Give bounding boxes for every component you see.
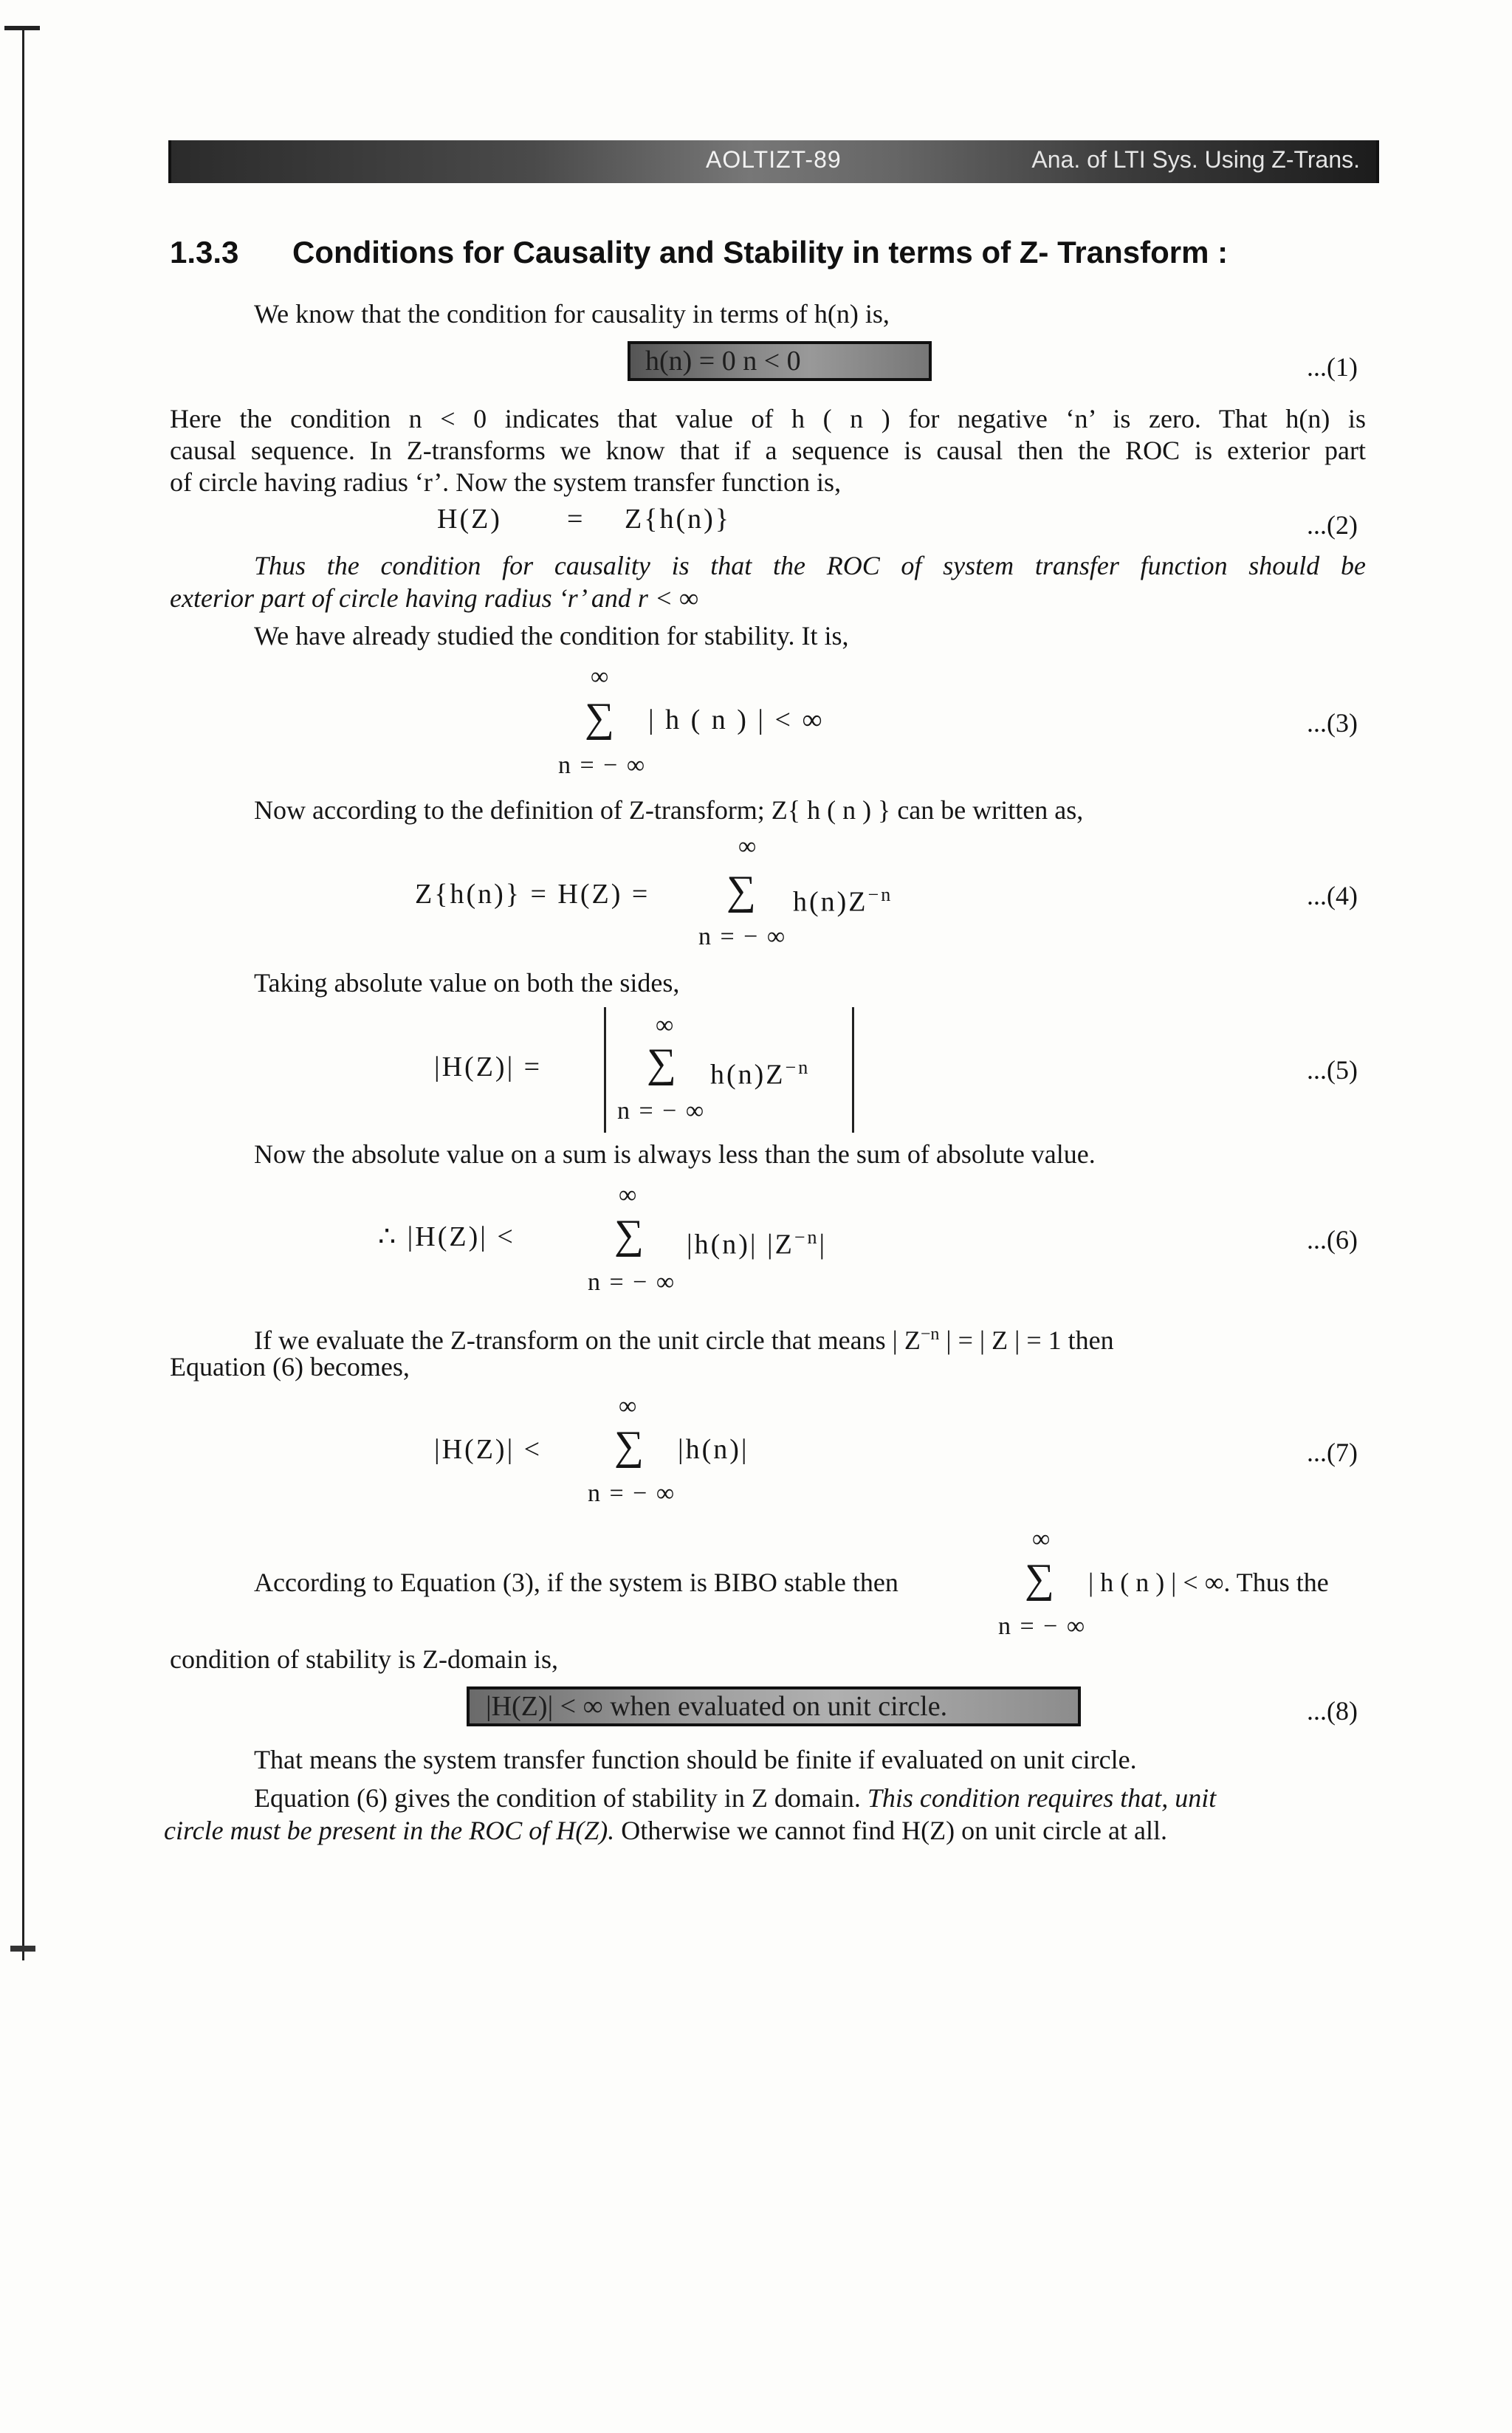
paragraph-7-exponent: −n [920,1325,940,1344]
eq4-exponent: −n [867,884,893,905]
eq4-sigma: ∑ [726,868,756,913]
paragraph-11-line-1 [254,1782,1216,1814]
paragraph-11-line-2 [164,1815,1167,1847]
paragraph-7-line-2: Equation (6) becomes, [170,1352,410,1382]
para8-upper-limit: ∞ [1032,1526,1052,1553]
eq6-lhs: ∴ |H(Z)| < [378,1221,515,1252]
italic-paragraph-line-2: exterior part of circle having radius ‘r’ and r < ∞ [170,583,698,613]
paragraph-8: According to Equation (3), if the system is BIBO stable then [254,1568,898,1597]
eq5-abs-bar-right [852,1007,854,1133]
eq4-lower-limit: n = − ∞ [698,923,787,950]
eq2-label: ...(2) [1307,510,1358,540]
eq3-lower-limit: n = − ∞ [558,752,647,779]
header-code: AOLTIZT-89 [706,146,842,173]
page-binding-edge [22,26,24,1960]
eq1-label: ...(1) [1307,352,1358,382]
paragraph-9: condition of stability is Z-domain is, [170,1644,558,1674]
eq6-term: |h(n)| |Z [687,1229,794,1260]
eq4-lhs: Z{h(n)} = H(Z) = [415,879,650,910]
paragraph-6: Now the absolute value on a sum is always less than the sum of absolute value. [254,1139,1096,1169]
paragraph-2-line-1: Here the condition n < 0 indicates that value of h ( n ) for negative ‘n’ is zero. That h(n) is [170,404,1366,433]
eq4-label: ...(4) [1307,881,1358,910]
eq8-box: |H(Z)| < ∞ when evaluated on unit circle. [467,1686,1081,1726]
paragraph-11-text-2: Otherwise we cannot find H(Z) on unit circle at all. [614,1816,1167,1845]
eq5-exponent: −n [785,1057,811,1078]
eq2-rhs: Z{h(n)} [625,504,731,535]
eq3-label: ...(3) [1307,708,1358,738]
eq5-term: h(n)Z [710,1059,786,1091]
eq6-tail: | [819,1229,828,1260]
paragraph-2-line-2: causal sequence. In Z-transforms we know that if a sequence is causal then the ROC is exterior part [170,436,1366,465]
paragraph-10: That means the system transfer function should be finite if evaluated on unit circle. [254,1745,1137,1774]
paragraph-11-italic-2: circle must be present in the ROC of H(Z). [164,1816,615,1845]
italic-paragraph-line-1: Thus the condition for causality is that the ROC of system transfer function should be [254,551,1366,580]
eq5-lower-limit: n = − ∞ [617,1097,706,1125]
paragraph-11-italic: This condition requires that, unit [867,1783,1217,1813]
eq1-box: h(n) = 0 n < 0 [628,341,932,381]
eq7-lhs: |H(Z)| < [434,1434,543,1465]
eq6-upper-limit: ∞ [619,1181,639,1209]
eq6-exponent: −n [794,1226,819,1248]
eq5-label: ...(5) [1307,1055,1358,1085]
eq7-upper-limit: ∞ [619,1393,639,1420]
para8-sigma: ∑ [1025,1556,1054,1602]
eq3-expression: | h ( n ) | < ∞ [648,704,825,735]
binding-cap-top [4,26,40,30]
eq2-lhs: H(Z) [437,504,502,535]
eq8-label: ...(8) [1307,1696,1358,1726]
binding-cap-bottom [10,1946,35,1952]
paragraph-2-line-3: of circle having radius ‘r’. Now the system transfer function is, [170,467,842,497]
paragraph-3: We have already studied the condition for stability. It is, [254,621,849,651]
eq7-label: ...(7) [1307,1438,1358,1467]
eq5-sigma: ∑ [647,1040,676,1086]
running-header [168,140,1379,183]
eq7-expression: |h(n)| [678,1434,749,1465]
eq6-lower-limit: n = − ∞ [588,1269,676,1296]
paragraph-1: We know that the condition for causality in terms of h(n) is, [254,299,890,329]
paragraph-4: Now according to the definition of Z-transform; Z{ h ( n ) } can be written as, [254,795,1084,825]
section-number: 1.3.3 [170,235,239,270]
eq4-term: h(n)Z [793,886,868,918]
section-title: Conditions for Causality and Stability in terms of Z- Transform : [292,235,1228,270]
eq2-equals: = [567,504,585,535]
eq4-expression [793,879,893,919]
header-running-title: Ana. of LTI Sys. Using Z-Trans. [1031,146,1360,173]
paragraph-11-text: Equation (6) gives the condition of stability in Z domain. [254,1783,867,1813]
eq3-sigma: ∑ [585,695,614,741]
eq7-sigma: ∑ [614,1423,644,1469]
eq3-upper-limit: ∞ [591,663,611,690]
eq5-abs-bar-left [604,1007,606,1133]
section-heading [170,235,1228,270]
eq5-expression [710,1051,810,1091]
para8-lower-limit: n = − ∞ [998,1613,1087,1640]
eq6-sigma: ∑ [614,1212,644,1257]
eq6-expression [687,1221,827,1261]
paragraph-7-text: If we evaluate the Z-transform on the unit circle that means | Z [254,1325,921,1355]
paragraph-8-expression: | h ( n ) | < ∞. Thus the [1088,1568,1329,1597]
eq6-label: ...(6) [1307,1225,1358,1255]
paragraph-5: Taking absolute value on both the sides, [254,968,680,998]
eq7-lower-limit: n = − ∞ [588,1480,676,1507]
eq4-upper-limit: ∞ [738,833,758,860]
eq5-lhs: |H(Z)| = [434,1051,543,1082]
paragraph-7-text-end: | = | Z | = 1 then [939,1325,1114,1355]
eq5-upper-limit: ∞ [656,1012,676,1039]
